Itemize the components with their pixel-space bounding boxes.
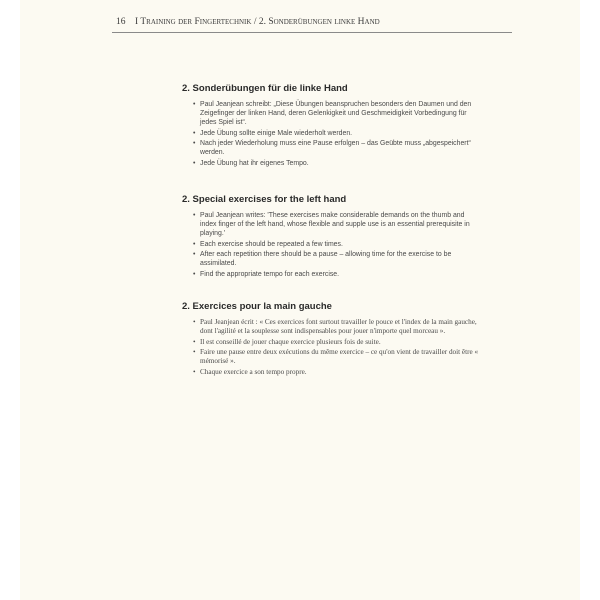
list-item: • Jede Übung sollte einige Male wiederholt werden. <box>193 129 482 138</box>
list-item: • Il est conseillé de jouer chaque exercice plusieurs fois de suite. <box>193 338 482 347</box>
list-item: • Paul Jeanjean écrit : « Ces exercices font surtout travailler le pouce et l'index de la main gauche, dont l'agilité et la souplesse sont indispensables pour jouer n'importe quel morceau ». <box>193 318 482 336</box>
list-item: • Jede Übung hat ihr eigenes Tempo. <box>193 159 482 168</box>
list-item: • Paul Jeanjean schreibt: „Diese Übungen beanspruchen besonders den Daumen und den Zeigefinger der linken Hand, deren Gelenkigkeit und Geschmeidigkeit Vorbedingung für jedes Spiel ist“. <box>193 100 482 127</box>
running-head: I Training der Fingertechnik / 2. Sonderübungen linke Hand <box>135 17 380 27</box>
list-item: • Find the appropriate tempo for each exercise. <box>193 270 482 279</box>
page-header <box>112 17 512 37</box>
list-item: • Each exercise should be repeated a few times. <box>193 240 482 249</box>
list-item: • Nach jeder Wiederholung muss eine Pause erfolgen – das Geübte muss „abgespeichert“ werden. <box>193 139 482 157</box>
page-number: 16 <box>116 17 126 27</box>
section-german <box>182 83 482 169</box>
list-item: • Faire une pause entre deux exécutions du même exercice – ce qu'on vient de travailler doit être « mémorisé ». <box>193 348 482 366</box>
section-title: 2. Sonderübungen für die linke Hand <box>182 83 348 94</box>
bullet-list <box>182 100 482 168</box>
header-rule <box>112 32 512 33</box>
list-item: • Paul Jeanjean writes: 'These exercises make considerable demands on the thumb and index finger of the left hand, whose flexible and supple use is an essential prerequisite in playing.' <box>193 211 482 238</box>
bullet-list <box>182 211 482 279</box>
section-title: 2. Special exercises for the left hand <box>182 194 347 205</box>
bullet-list <box>182 318 482 377</box>
list-item: • After each repetition there should be a pause – allowing time for the exercise to be assimilated. <box>193 250 482 268</box>
section-title: 2. Exercices pour la main gauche <box>182 301 332 312</box>
list-item: • Chaque exercice a son tempo propre. <box>193 368 482 377</box>
section-english <box>182 194 482 280</box>
book-page <box>20 0 580 600</box>
section-french <box>182 301 482 378</box>
